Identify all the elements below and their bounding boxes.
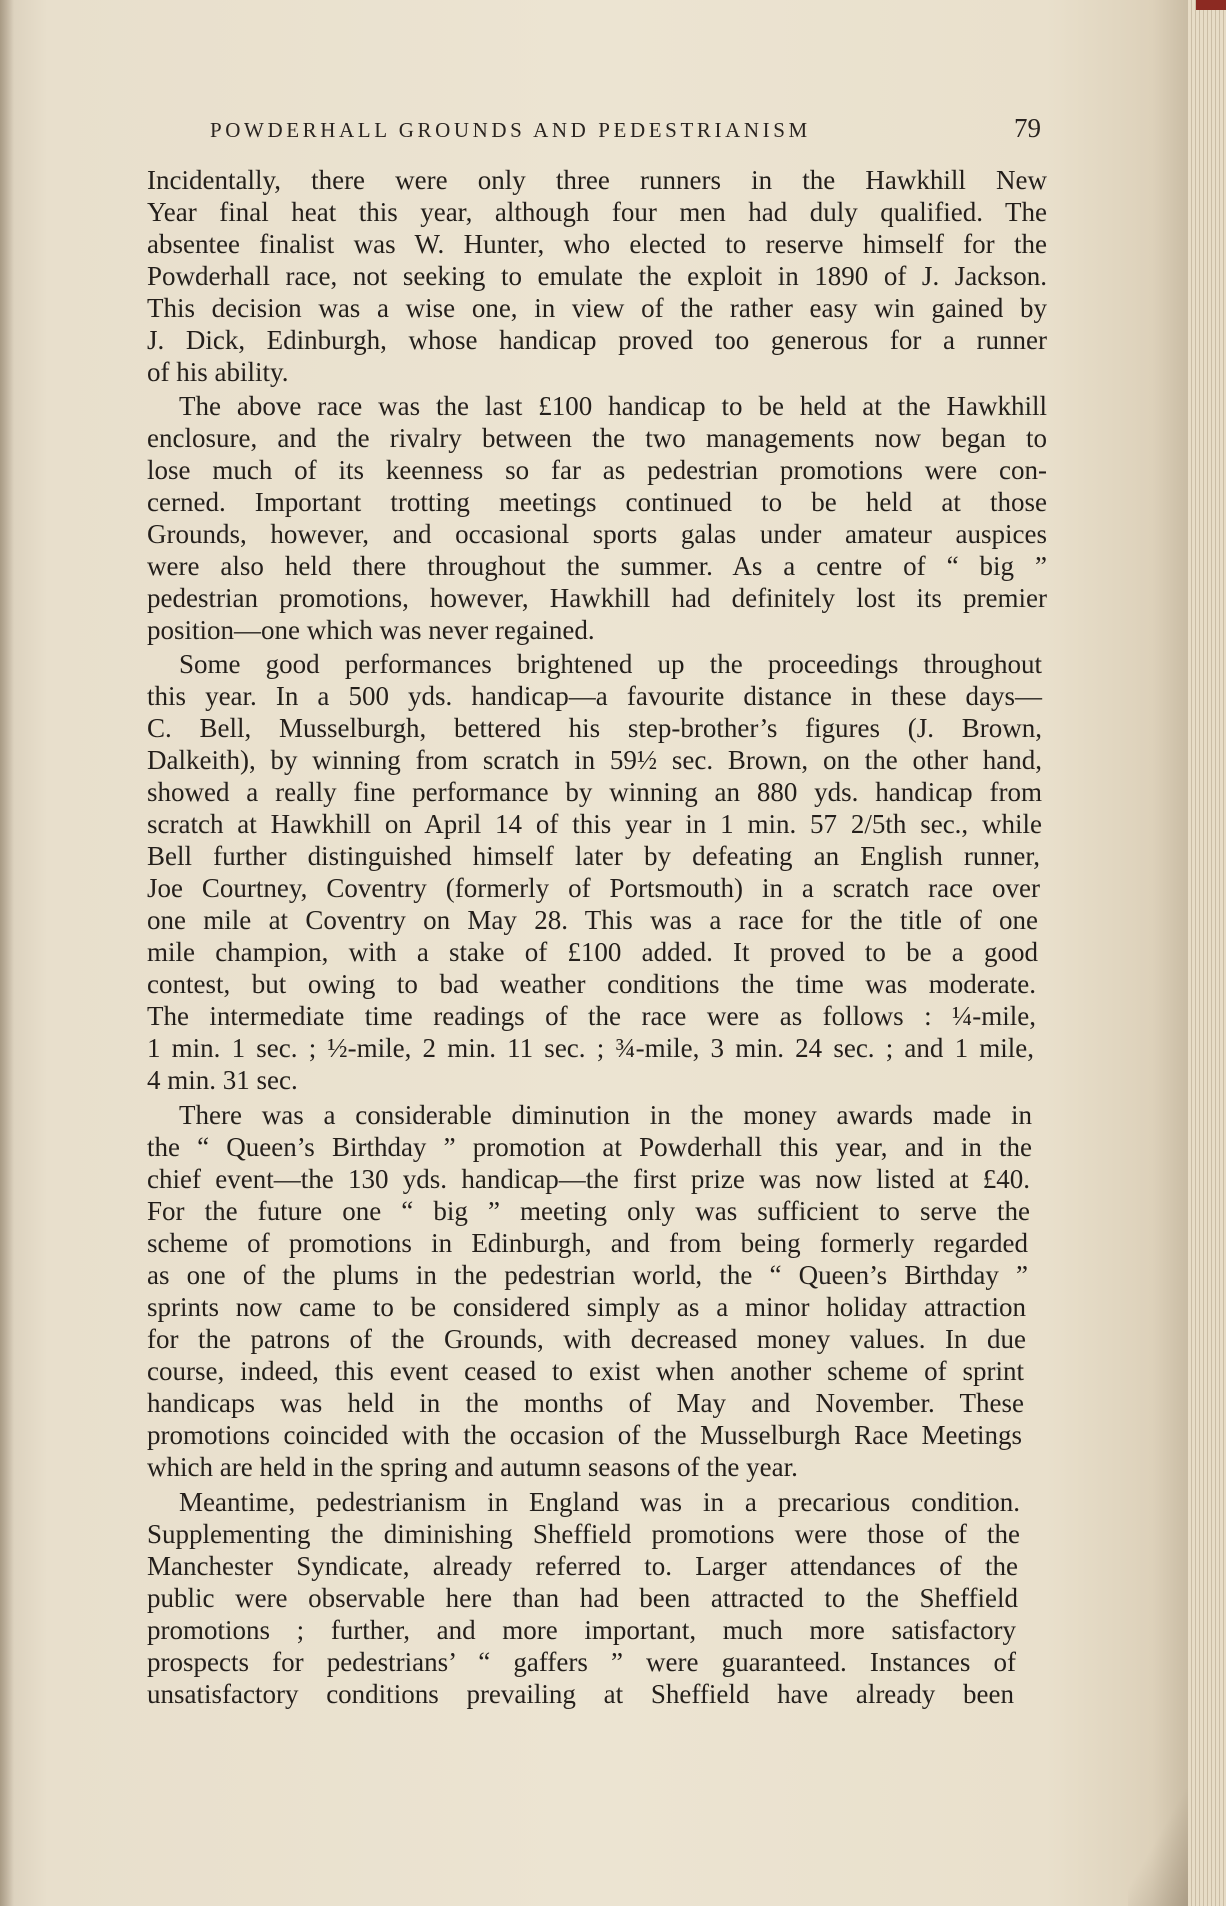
text-line: public were observable here than had been attracted to the Sheffield: [147, 1583, 1018, 1613]
text-line: 4 min. 31 sec.: [147, 1065, 298, 1095]
text-line: scratch at Hawkhill on April 14 of this year in 1 min. 57 2/5th sec., while: [147, 809, 1042, 839]
text-line: position—one which was never regained.: [147, 615, 595, 645]
text-line: Some good performances brightened up the proceedings throughout: [179, 649, 1042, 679]
text-line: Supplementing the diminishing Sheffield promotions were those of the: [147, 1519, 1020, 1549]
text-line: promotions ; further, and more important, much more satisfactory: [147, 1615, 1016, 1645]
text-line: course, indeed, this event ceased to exist when another scheme of sprint: [147, 1356, 1024, 1386]
text-line: The intermediate time readings of the race were as follows : ¼-mile,: [147, 1001, 1036, 1031]
text-line: for the patrons of the Grounds, with decreased money values. In due: [147, 1324, 1026, 1354]
text-line: scheme of promotions in Edinburgh, and from being formerly regarded: [147, 1228, 1028, 1258]
text-line: contest, but owing to bad weather conditions the time was moderate.: [147, 969, 1036, 999]
text-line: promotions coincided with the occasion of the Musselburgh Race Meetings: [147, 1420, 1022, 1450]
text-line: showed a really fine performance by winning an 880 yds. handicap from: [147, 777, 1042, 807]
text-line: one mile at Coventry on May 28. This was a race for the title of one: [147, 905, 1038, 935]
text-line: enclosure, and the rivalry between the two managements now began to: [147, 423, 1047, 453]
text-line: the “ Queen’s Birthday ” promotion at Powderhall this year, and in the: [147, 1132, 1032, 1162]
text-line: pedestrian promotions, however, Hawkhill had definitely lost its premier: [147, 583, 1047, 613]
text-line: 1 min. 1 sec. ; ½-mile, 2 min. 11 sec. ; ¾-mile, 3 min. 24 sec. ; and 1 mile,: [147, 1033, 1034, 1063]
text-line: Meantime, pedestrianism in England was in a precarious condition.: [179, 1487, 1020, 1517]
text-line: unsatisfactory conditions prevailing at Sheffield have already been: [147, 1679, 1014, 1709]
text-line: which are held in the spring and autumn seasons of the year.: [147, 1452, 798, 1482]
text-line: Powderhall race, not seeking to emulate the exploit in 1890 of J. Jackson.: [147, 261, 1047, 291]
text-line: of his ability.: [147, 357, 289, 387]
cover-edge: [1196, 0, 1226, 10]
text-line: mile champion, with a stake of £100 added. It proved to be a good: [147, 937, 1038, 967]
page-curl-shadow: [1128, 1766, 1188, 1906]
page-edges: [1188, 0, 1226, 1906]
text-line: This decision was a wise one, in view of the rather easy win gained by: [147, 293, 1047, 323]
text-line: were also held there throughout the summer. As a centre of “ big ”: [147, 551, 1047, 581]
text-line: Grounds, however, and occasional sports galas under amateur auspices: [147, 519, 1047, 549]
running-title: POWDERHALL GROUNDS AND PEDESTRIANISM: [210, 118, 811, 142]
text-line: Year final heat this year, although four men had duly qualified. The: [147, 197, 1047, 227]
text-line: handicaps was held in the months of May and November. These: [147, 1388, 1024, 1418]
text-line: J. Dick, Edinburgh, whose handicap proved too generous for a runner: [147, 325, 1047, 355]
text-line: Manchester Syndicate, already referred to. Larger attendances of the: [147, 1551, 1018, 1581]
text-line: lose much of its keenness so far as pedestrian promotions were con-: [147, 455, 1047, 485]
text-line: cerned. Important trotting meetings continued to be held at those: [147, 487, 1047, 517]
text-line: as one of the plums in the pedestrian world, the “ Queen’s Birthday ”: [147, 1260, 1028, 1290]
text-line: There was a considerable diminution in the money awards made in: [179, 1100, 1032, 1130]
text-line: chief event—the 130 yds. handicap—the first prize was now listed at £40.: [147, 1164, 1030, 1194]
text-line: C. Bell, Musselburgh, bettered his step-brother’s figures (J. Brown,: [147, 713, 1042, 743]
text-line: absentee finalist was W. Hunter, who elected to reserve himself for the: [147, 229, 1047, 259]
text-line: Joe Courtney, Coventry (formerly of Portsmouth) in a scratch race over: [147, 873, 1040, 903]
text-line: this year. In a 500 yds. handicap—a favourite distance in these days—: [147, 681, 1042, 711]
text-line: The above race was the last £100 handicap to be held at the Hawkhill: [179, 391, 1047, 421]
text-line: prospects for pedestrians’ “ gaffers ” were guaranteed. Instances of: [147, 1647, 1016, 1677]
page-number: 79: [1014, 113, 1041, 143]
text-line: Incidentally, there were only three runners in the Hawkhill New: [147, 165, 1047, 195]
text-line: For the future one “ big ” meeting only was sufficient to serve the: [147, 1196, 1030, 1226]
text-line: Dalkeith), by winning from scratch in 59½ sec. Brown, on the other hand,: [147, 745, 1042, 775]
text-line: Bell further distinguished himself later by defeating an English runner,: [147, 841, 1040, 871]
text-line: sprints now came to be considered simply as a minor holiday attraction: [147, 1292, 1026, 1322]
